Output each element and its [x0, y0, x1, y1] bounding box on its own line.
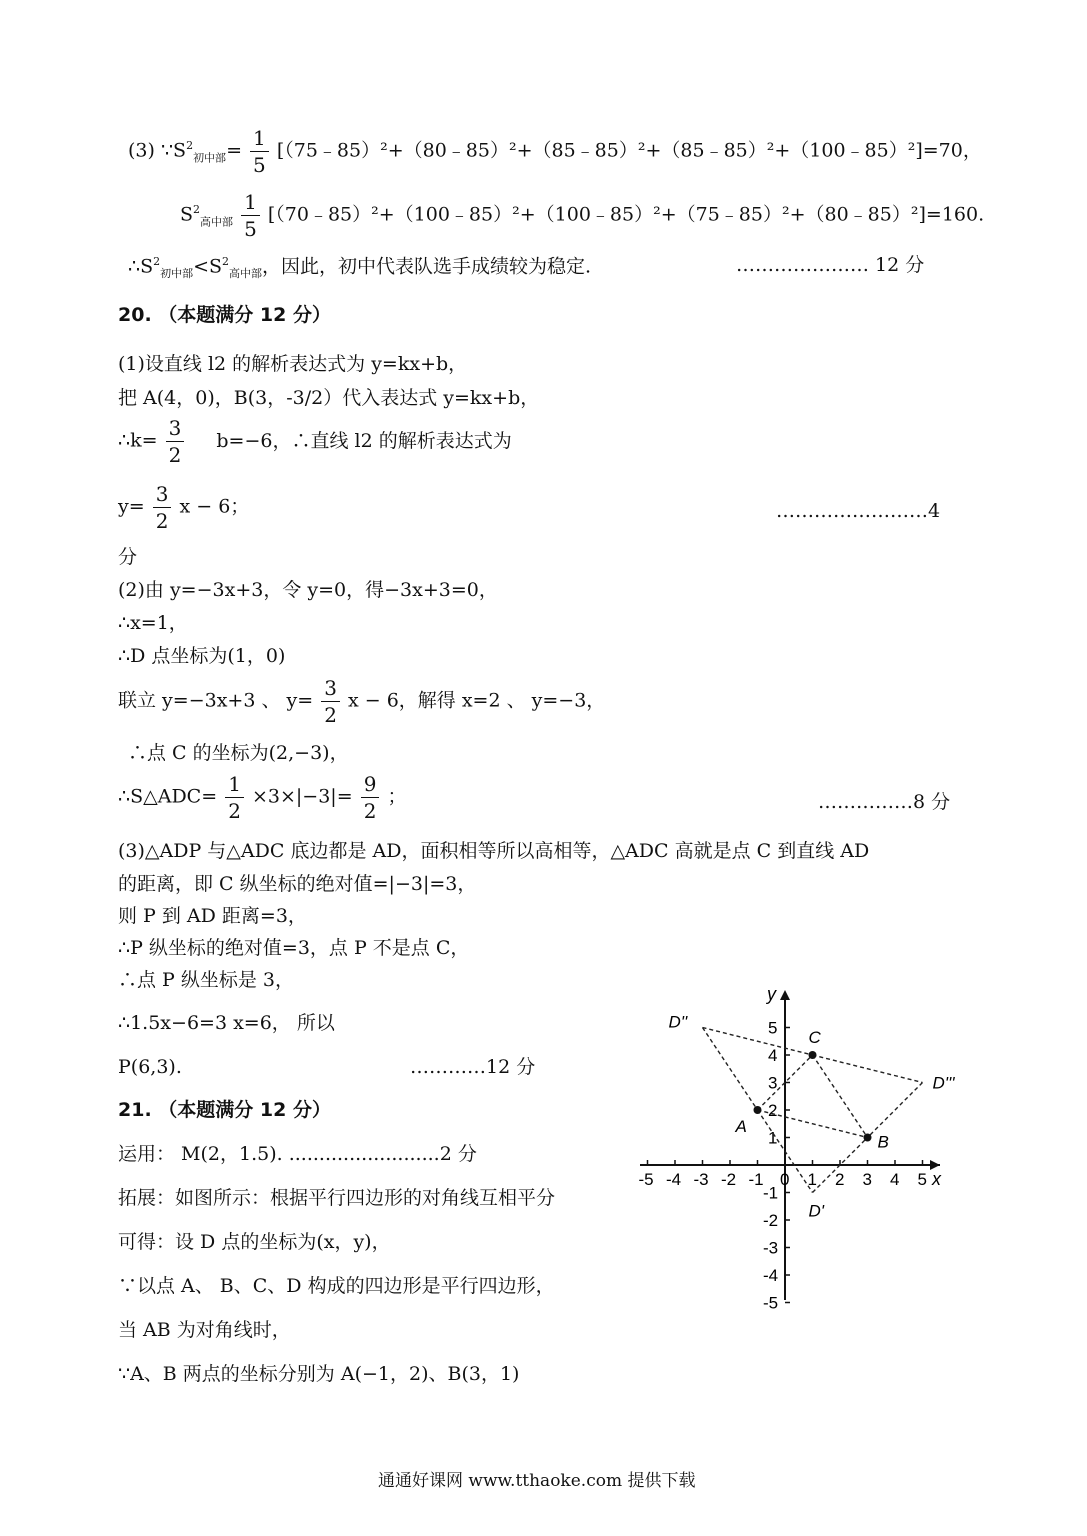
q20-p16: ∴点 P 纵坐标是 3， — [118, 969, 294, 991]
point-label: D''' — [932, 1073, 955, 1093]
q20-score-8: ……………8 分 — [818, 791, 951, 813]
q21-p2: 拓展：如图所示：根据平行四边形的对角线互相平分 — [118, 1187, 556, 1209]
q20-p1: (1)设直线 l2 的解析表达式为 y=kx+b， — [118, 353, 468, 375]
fraction: $\frac{9}{2}$ — [361, 774, 380, 821]
y-tick-label: 5 — [768, 1018, 778, 1038]
point-label: A — [735, 1117, 747, 1136]
point-A — [754, 1106, 762, 1114]
fraction: $\frac{1}{2}$ — [225, 774, 244, 821]
q21-p3: 可得：设 D 点的坐标为(x，y)， — [118, 1231, 391, 1253]
x-tick-label: 2 — [835, 1170, 845, 1189]
point-label: C — [808, 1028, 821, 1047]
q20-p9: 联立 y=−3x+3 、 y= $\frac{3}{2}$ x − 6，解得 x=2 、 y=−3， — [118, 676, 606, 727]
dashed-segment — [813, 1055, 923, 1083]
x-tick-label: -4 — [666, 1170, 682, 1189]
y-tick-label: 4 — [768, 1046, 778, 1065]
q21-p1: 运用： M(2，1.5). .........................2 分 — [118, 1143, 477, 1165]
q20-p15: ∴P 纵坐标的绝对值=3，点 P 不是点 C， — [118, 937, 470, 959]
q20-p14: 则 P 到 AD 距离=3， — [118, 905, 307, 927]
fraction: $\frac{1}{5}$ — [250, 128, 269, 175]
y-tick-label: -4 — [763, 1266, 779, 1285]
q20-p8: ∴D 点坐标为(1，0) — [118, 645, 286, 667]
point-label: B — [877, 1132, 889, 1152]
x-tick-label: 5 — [917, 1170, 927, 1189]
q20-p3: ∴k= $\frac{3}{2}$ b=−6，∴直线 l2 的解析表达式为 — [118, 416, 512, 467]
q19-part3-line1: (3) $\because S^2_{初中部}=$ $\frac{1}{5}$ [（75﹣85）²+（80﹣85）²+（85﹣85）²+（85﹣85）²+（100﹣85）²]=70， — [128, 126, 982, 177]
point-C — [809, 1051, 817, 1059]
x-tick-label: 3 — [862, 1170, 872, 1189]
q19-part3-line2: $S^2_{高中部}$ $\frac{1}{5}$ [（70﹣85）²+（100﹣85）²+（100﹣85）²+（75﹣85）²+（80﹣85）²]=160. — [180, 190, 985, 241]
x-tick-label: -2 — [721, 1170, 737, 1189]
q20-p5: 分 — [118, 546, 138, 568]
q21-p5: 当 AB 为对角线时， — [118, 1319, 291, 1341]
fraction: $\frac{3}{2}$ — [166, 418, 185, 465]
y-axis-label: y — [767, 984, 776, 1004]
x-tick-label: -3 — [693, 1170, 709, 1189]
x-tick-label: 1 — [807, 1170, 817, 1189]
y-tick-label: -1 — [763, 1183, 779, 1203]
q19-score: ………………… 12 分 — [736, 254, 925, 276]
page-footer: 通通好课网 www.tthaoke.com 提供下载 — [378, 1471, 696, 1491]
q20-p11: ∴S△ADC= $\frac{1}{2}$ ×3×|−3|= $\frac{9}{2}$ ； — [118, 772, 407, 823]
q20-p6: (2)由 y=−3x+3，令 y=0，得−3x+3=0， — [118, 579, 498, 601]
q20-p18: P(6,3). — [118, 1056, 182, 1078]
y-tick-label: 1 — [768, 1128, 778, 1148]
dashed-segment — [703, 1028, 813, 1056]
q20-p7: ∴x=1， — [118, 612, 188, 634]
x-tick-label: -1 — [748, 1170, 764, 1189]
q21-p6: ∵A、B 两点的坐标分别为 A(−1，2)、B(3，1) — [118, 1363, 520, 1385]
q21-p4: ∵以点 A、 B、C、D 构成的四边形是平行四边形， — [118, 1275, 555, 1297]
y-tick-label: -2 — [763, 1211, 779, 1230]
fraction: $\frac{1}{5}$ — [241, 192, 260, 239]
y-tick-label: -5 — [763, 1293, 779, 1310]
point-label: D'' — [668, 1012, 688, 1032]
y-axis-arrow — [780, 990, 790, 1000]
q20-score-12: …………12 分 — [410, 1056, 536, 1078]
dashed-segment — [703, 1028, 758, 1111]
q20-p2: 把 A(4，0)，B(3，-3/2）代入表达式 y=kx+b， — [118, 387, 540, 409]
y-tick-label: 2 — [768, 1101, 778, 1120]
point-B — [864, 1134, 872, 1142]
q20-p13: 的距离，即 C 纵坐标的绝对值=|−3|=3， — [118, 873, 477, 895]
q20-p17: ∴1.5x−6=3 x=6， 所以 — [118, 1012, 335, 1034]
point-label: D' — [808, 1201, 825, 1221]
fraction: $\frac{3}{2}$ — [321, 678, 340, 725]
x-axis-label: x — [932, 1169, 941, 1189]
q19-part3-line3: $\therefore S^2_{初中部}<S^2_{高中部}$，因此，初中代表队选手成绩较为稳定. — [128, 255, 592, 281]
x-tick-label: -5 — [638, 1170, 654, 1189]
y-tick-label: 3 — [768, 1073, 778, 1093]
q20-p12: (3)△ADP 与△ADC 底边都是 AD，面积相等所以高相等，△ADC 高就是点 C 到直线 AD — [118, 840, 870, 862]
q20-p10: ∴点 C 的坐标为(2,−3)， — [128, 742, 349, 764]
q20-p4: y= $\frac{3}{2}$ x − 6； — [118, 482, 250, 533]
q20-title: 20. （本题满分 12 分） — [118, 304, 331, 326]
fraction: $\frac{3}{2}$ — [153, 484, 172, 531]
x-tick-label: 0 — [780, 1170, 790, 1189]
y-tick-label: -3 — [763, 1238, 779, 1258]
dashed-segment — [868, 1083, 923, 1138]
x-tick-label: 4 — [890, 1170, 900, 1189]
coordinate-graph — [630, 980, 960, 1310]
q20-score-4: ……………………4 — [776, 500, 941, 522]
q21-title: 21. （本题满分 12 分） — [118, 1099, 331, 1121]
